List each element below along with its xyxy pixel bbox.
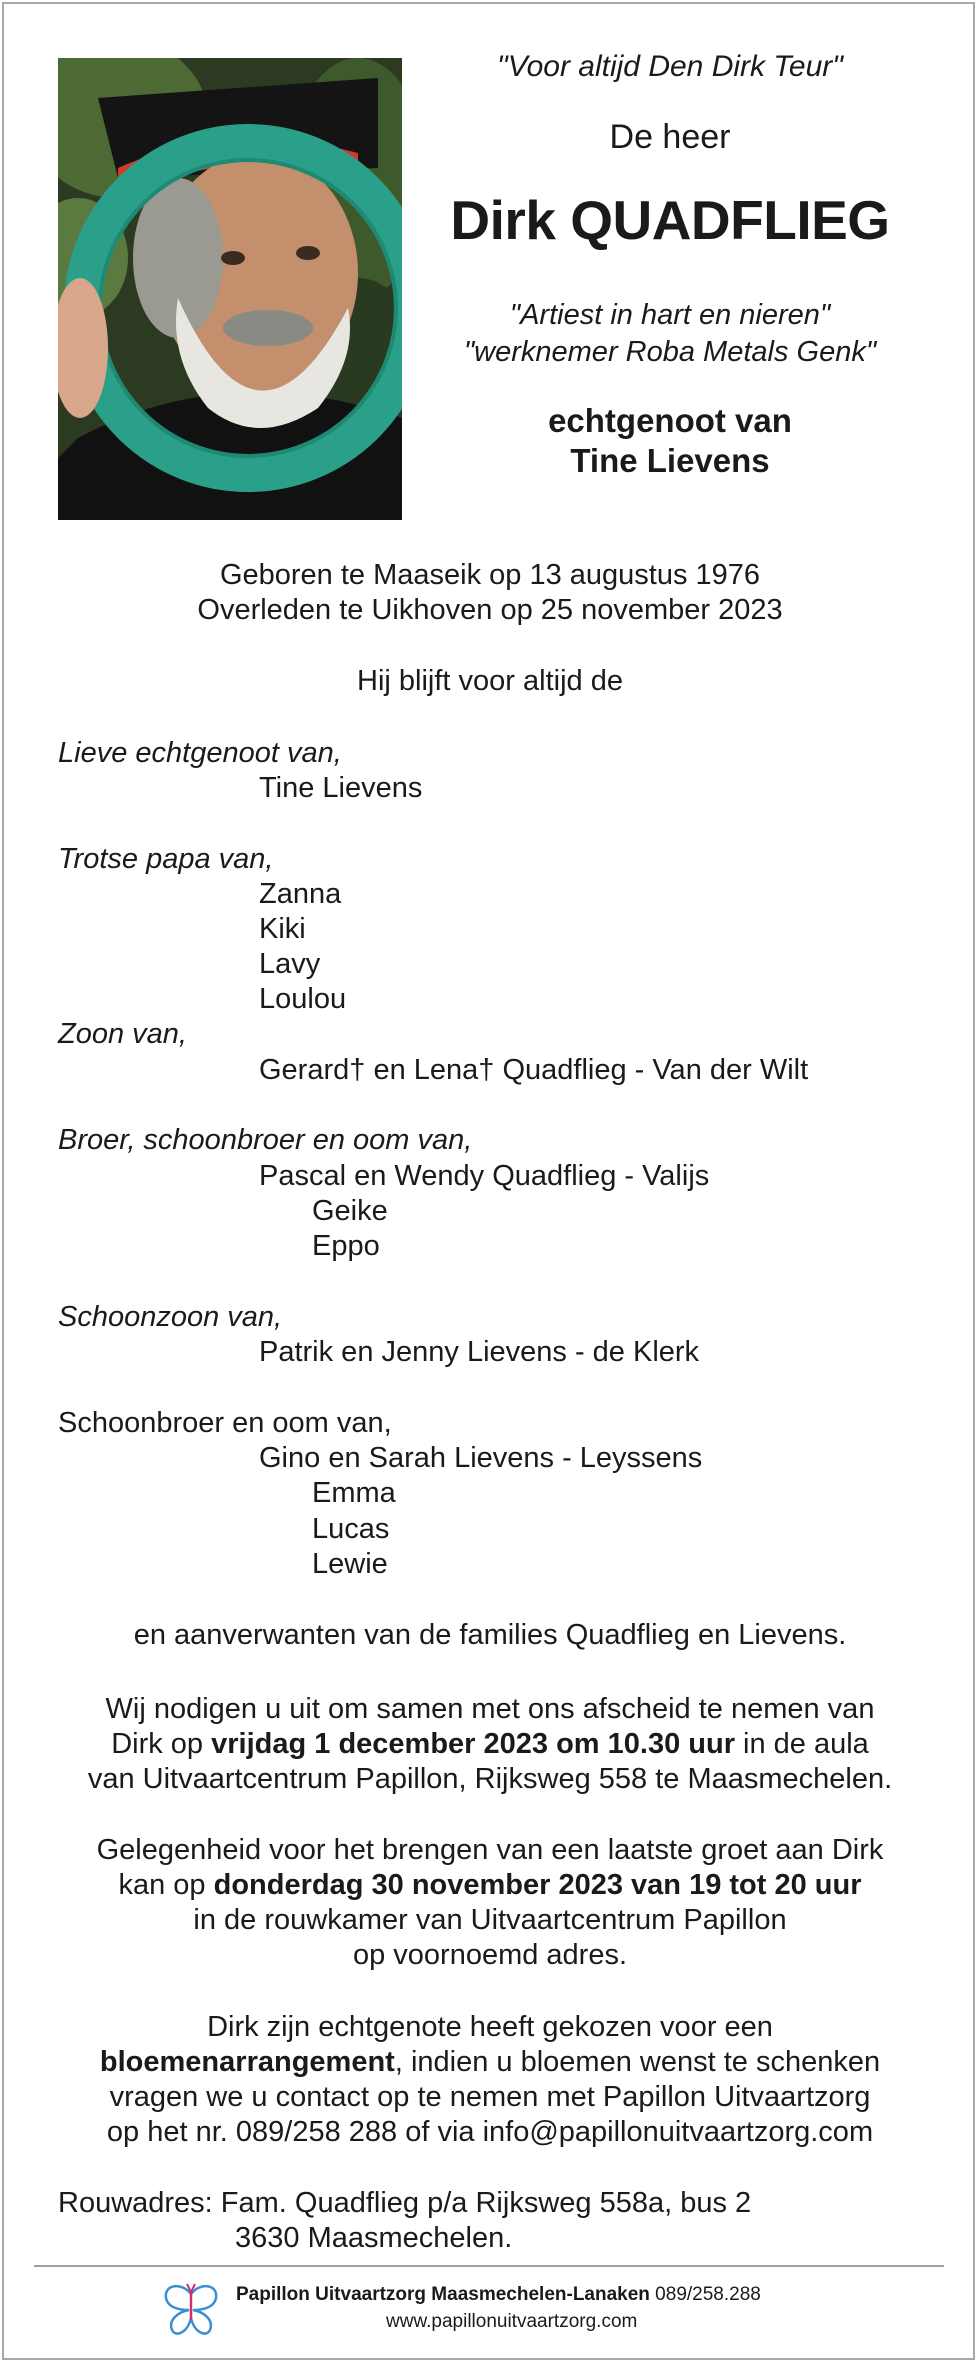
child-name: Lavy: [259, 948, 321, 980]
family-member: Pascal en Wendy Quadflieg - Valijs: [259, 1160, 710, 1192]
spouse-label: echtgenoot van: [548, 402, 792, 439]
address-line: 3630 Maasmechelen.: [235, 2222, 513, 2254]
relatives-line: en aanverwanten van de families Quadflieg en Lievens.: [133, 1619, 847, 1651]
death-line: Overleden te Uikhoven op 25 november 2023: [197, 594, 783, 626]
flowers-line: op het nr. 089/258 288 of via info@papillonuitvaartzorg.com: [106, 2116, 874, 2148]
intro-line: Hij blijft voor altijd de: [357, 665, 623, 697]
nephew-niece-name: Lucas: [312, 1513, 390, 1545]
honorific: De heer: [609, 118, 731, 156]
spouse-name: Tine Lievens: [570, 442, 770, 479]
family-member: Gino en Sarah Lievens - Leyssens: [259, 1442, 703, 1474]
text-span: Dirk op: [111, 1728, 212, 1760]
inlaw-brother-heading: Schoonbroer en oom van,: [58, 1407, 392, 1439]
family-member: Gerard† en Lena† Quadflieg - Van der Wilt: [259, 1054, 809, 1086]
family-member: Patrik en Jenny Lievens - de Klerk: [259, 1336, 700, 1368]
flowers-line: [0, 2045, 980, 2080]
funeral-home-website[interactable]: www.papillonuitvaartzorg.com: [386, 2311, 638, 2332]
family-member: Tine Lievens: [259, 772, 423, 804]
funeral-home-phone: 089/258.288: [649, 2284, 761, 2305]
child-name: Zanna: [259, 878, 342, 910]
epithet-line: "werknemer Roba Metals Genk": [463, 336, 877, 368]
epithets: [420, 297, 920, 371]
viewing-line: Gelegenheid voor het brengen van een laatste groet aan Dirk: [96, 1834, 884, 1866]
text-span: kan op: [118, 1869, 214, 1901]
flowers-line: Dirk zijn echtgenote heeft gekozen voor een: [207, 2011, 773, 2043]
ceremony-datetime: vrijdag 1 december 2023 om 10.30 uur: [211, 1728, 735, 1760]
inlaw-son-heading: Schoonzoon van,: [58, 1301, 283, 1333]
address-line: Rouwadres: Fam. Quadflieg p/a Rijksweg 558a, bus 2: [58, 2187, 752, 2219]
footer-divider: [34, 2265, 944, 2267]
viewing-line: in de rouwkamer van Uitvaartcentrum Papillon: [193, 1904, 787, 1936]
funeral-home-line: [236, 2284, 761, 2306]
son-heading: Zoon van,: [58, 1018, 187, 1050]
funeral-home-name: Papillon Uitvaartzorg Maasmechelen-Lanaken: [236, 2284, 650, 2305]
viewing-line: op voornoemd adres.: [352, 1939, 628, 1971]
spouse-heading: Lieve echtgenoot van,: [58, 737, 342, 769]
flowers-keyword: bloemenarrangement: [99, 2046, 395, 2078]
ceremony-line: van Uitvaartcentrum Papillon, Rijksweg 558 te Maasmechelen.: [87, 1763, 893, 1795]
mourning-address: [58, 2186, 751, 2256]
nephew-niece-name: Geike: [312, 1195, 388, 1227]
deceased-name: Dirk QUADFLIEG: [450, 189, 890, 251]
ceremony-line: [0, 1727, 980, 1762]
birth-line: Geboren te Maaseik op 13 augustus 1976: [219, 559, 761, 591]
viewing-line: [0, 1868, 980, 1903]
epithet-line: "Artiest in hart en nieren": [509, 299, 831, 331]
nephew-niece-name: Lewie: [312, 1548, 388, 1580]
viewing-datetime: donderdag 30 november 2023 van 19 tot 20 uur: [213, 1869, 862, 1901]
child-name: Loulou: [259, 983, 347, 1015]
papa-heading: Trotse papa van,: [58, 843, 274, 875]
brother-heading: Broer, schoonbroer en oom van,: [58, 1124, 473, 1156]
flowers-line: vragen we u contact op te nemen met Papillon Uitvaartzorg: [109, 2081, 871, 2113]
nephew-niece-name: Eppo: [312, 1230, 380, 1262]
ceremony-line: Wij nodigen u uit om samen met ons afscheid te nemen van: [105, 1693, 875, 1725]
spouse-block: [420, 401, 920, 481]
butterfly-logo-icon: [160, 2280, 222, 2340]
child-name: Kiki: [259, 913, 306, 945]
nephew-niece-name: Emma: [312, 1477, 396, 1509]
text-span: , indien u bloemen wenst te schenken: [394, 2046, 881, 2078]
text-span: in de aula: [734, 1728, 869, 1760]
memorial-quote: "Voor altijd Den Dirk Teur": [497, 50, 843, 83]
portrait-photo: [58, 58, 402, 520]
